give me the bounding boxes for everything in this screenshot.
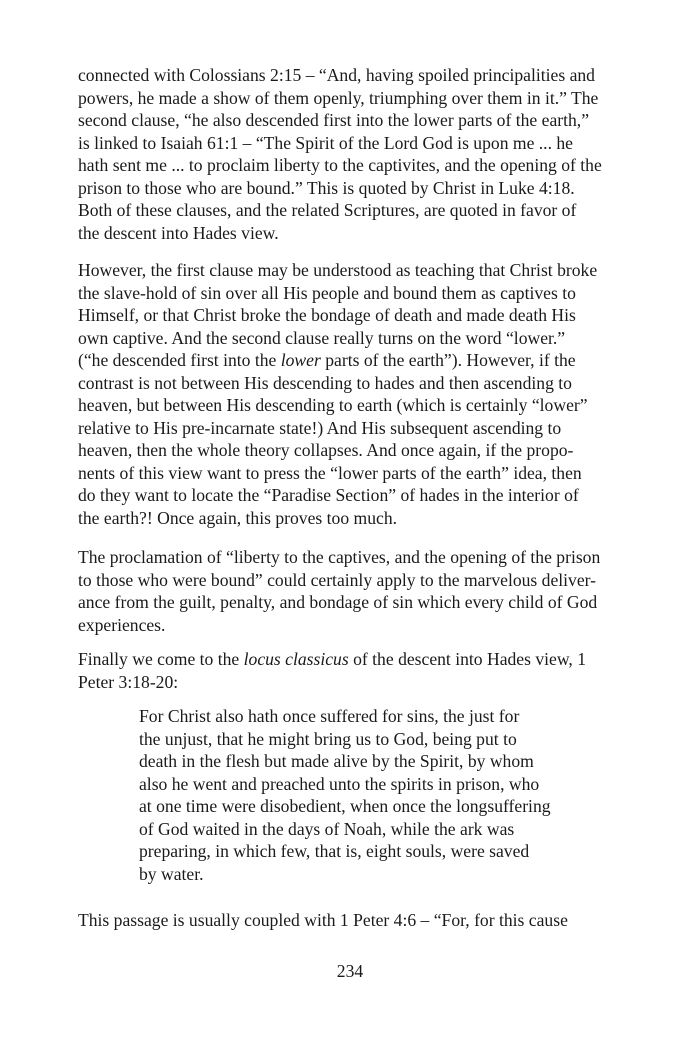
- paragraph-1: [78, 64, 630, 244]
- paragraph-line: prison to those who are bound.” This is quoted by Christ in Luke 4:18.: [78, 177, 575, 198]
- paragraph-line-with-emphasis: [78, 349, 630, 372]
- paragraph-line: the descent into Hades view.: [78, 222, 279, 243]
- quote-line: also he went and preached unto the spirits in prison, who: [139, 773, 540, 794]
- paragraph-line: heaven, then the whole theory collapses. And once again, if the propo-: [78, 440, 574, 460]
- paragraph-line: The proclamation of “liberty to the captives, and the opening of the prison: [78, 547, 601, 567]
- quote-line: preparing, in which few, that is, eight souls, were saved: [139, 841, 530, 861]
- emphasized-phrase: locus classicus: [243, 649, 349, 669]
- quote-line: by water.: [139, 863, 204, 884]
- paragraph-line: the earth?! Once again, this proves too much.: [78, 507, 398, 528]
- paragraph-line-with-emphasis: [78, 648, 630, 671]
- quote-line: the unjust, that he might bring us to God, being put to: [139, 728, 517, 749]
- paragraph-line: ance from the guilt, penalty, and bondage of sin which every child of God: [78, 592, 598, 612]
- paragraph-line: Peter 3:18-20:: [78, 671, 179, 692]
- paragraph-line: hath sent me ... to proclaim liberty to the captivites, and the opening of the: [78, 155, 602, 175]
- paragraph-4: [78, 648, 630, 693]
- paragraph-line: to those who were bound” could certainly apply to the marvelous deliver-: [78, 569, 597, 590]
- text-segment: (“he descended first into the: [78, 350, 281, 370]
- paragraph-line: This passage is usually coupled with 1 Peter 4:6 – “For, for this cause: [78, 910, 568, 930]
- paragraph-line: do they want to locate the “Paradise Section” of hades in the interior of: [78, 485, 579, 505]
- emphasized-word: lower: [280, 350, 321, 370]
- paragraph-line: contrast is not between His descending to hades and then ascending to: [78, 372, 572, 393]
- paragraph-line: heaven, but between His descending to earth (which is certainly “lower”: [78, 395, 588, 415]
- paragraph-line: is linked to Isaiah 61:1 – “The Spirit of the Lord God is upon me ... he: [78, 132, 573, 153]
- paragraph-line: experiences.: [78, 614, 166, 635]
- paragraph-line: nents of this view want to press the “lower parts of the earth” idea, then: [78, 462, 582, 483]
- paragraph-5: [78, 909, 630, 932]
- quote-line: of God waited in the days of Noah, while the ark was: [139, 818, 515, 839]
- quote-line: For Christ also hath once suffered for sins, the just for: [139, 706, 520, 726]
- paragraph-2: [78, 259, 630, 529]
- text-segment: of the descent into Hades view, 1: [348, 649, 587, 669]
- quote-line: death in the flesh but made alive by the Spirit, by whom: [139, 751, 534, 771]
- paragraph-3: [78, 546, 630, 636]
- page-number: 234: [336, 961, 364, 981]
- paragraph-line: the slave-hold of sin over all His people and bound them as captives to: [78, 282, 576, 303]
- paragraph-line: relative to His pre-incarnate state!) And His subsequent ascending to: [78, 417, 562, 438]
- paragraph-line: own captive. And the second clause really turns on the word “lower.”: [78, 327, 566, 348]
- paragraph-line: Both of these clauses, and the related Scriptures, are quoted in favor of: [78, 200, 577, 220]
- paragraph-line: connected with Colossians 2:15 – “And, having spoiled principalities and: [78, 65, 595, 85]
- paragraph-line: second clause, “he also descended first into the lower parts of the earth,”: [78, 110, 590, 130]
- scripture-block-quote: [139, 705, 599, 885]
- text-segment: Finally we come to the: [78, 649, 244, 669]
- quote-line: at one time were disobedient, when once the longsuffering: [139, 796, 551, 816]
- paragraph-line: Himself, or that Christ broke the bondage of death and made death His: [78, 305, 576, 325]
- paragraph-line: However, the first clause may be understood as teaching that Christ broke: [78, 260, 598, 280]
- paragraph-line: powers, he made a show of them openly, triumphing over them in it.” The: [78, 87, 599, 108]
- text-segment: parts of the earth”). However, if the: [320, 350, 576, 370]
